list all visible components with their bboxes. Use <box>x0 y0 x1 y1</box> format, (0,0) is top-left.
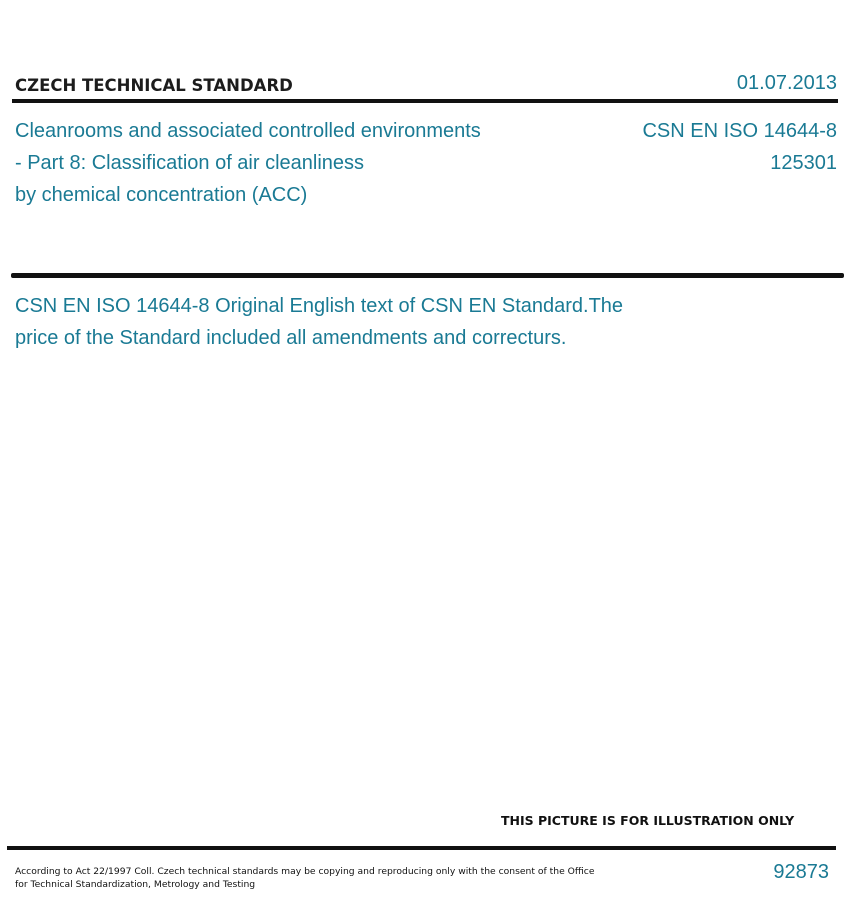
bottom-divider <box>7 846 836 850</box>
legal-notice <box>15 865 615 891</box>
catalog-number: 92873 <box>773 861 829 883</box>
description-line-1: CSN EN ISO 14644-8 Original English text of CSN EN Standard.The <box>15 295 624 317</box>
standard-title-line-1: Cleanrooms and associated controlled environments <box>15 120 481 142</box>
standard-title <box>15 115 575 211</box>
standard-code: CSN EN ISO 14644-8 <box>642 120 837 142</box>
class-number: 125301 <box>770 152 837 174</box>
standard-identifier <box>642 115 837 179</box>
top-divider <box>12 99 838 103</box>
description-line-2: price of the Standard included all amendments and correcturs. <box>15 327 567 349</box>
legal-line-1: According to Act 22/1997 Coll. Czech technical standards may be copying and reproducing only with the consent of the Office <box>15 866 595 877</box>
issue-date: 01.07.2013 <box>736 72 837 94</box>
illustration-notice: THIS PICTURE IS FOR ILLUSTRATION ONLY <box>501 813 795 828</box>
document-heading: CZECH TECHNICAL STANDARD <box>15 76 293 95</box>
standard-title-line-2: - Part 8: Classification of air cleanliness <box>15 152 365 174</box>
standard-title-line-3: by chemical concentration (ACC) <box>15 184 308 206</box>
middle-divider <box>11 273 844 278</box>
legal-line-2: for Technical Standardization, Metrology and Testing <box>15 879 256 890</box>
standard-description <box>15 290 735 354</box>
